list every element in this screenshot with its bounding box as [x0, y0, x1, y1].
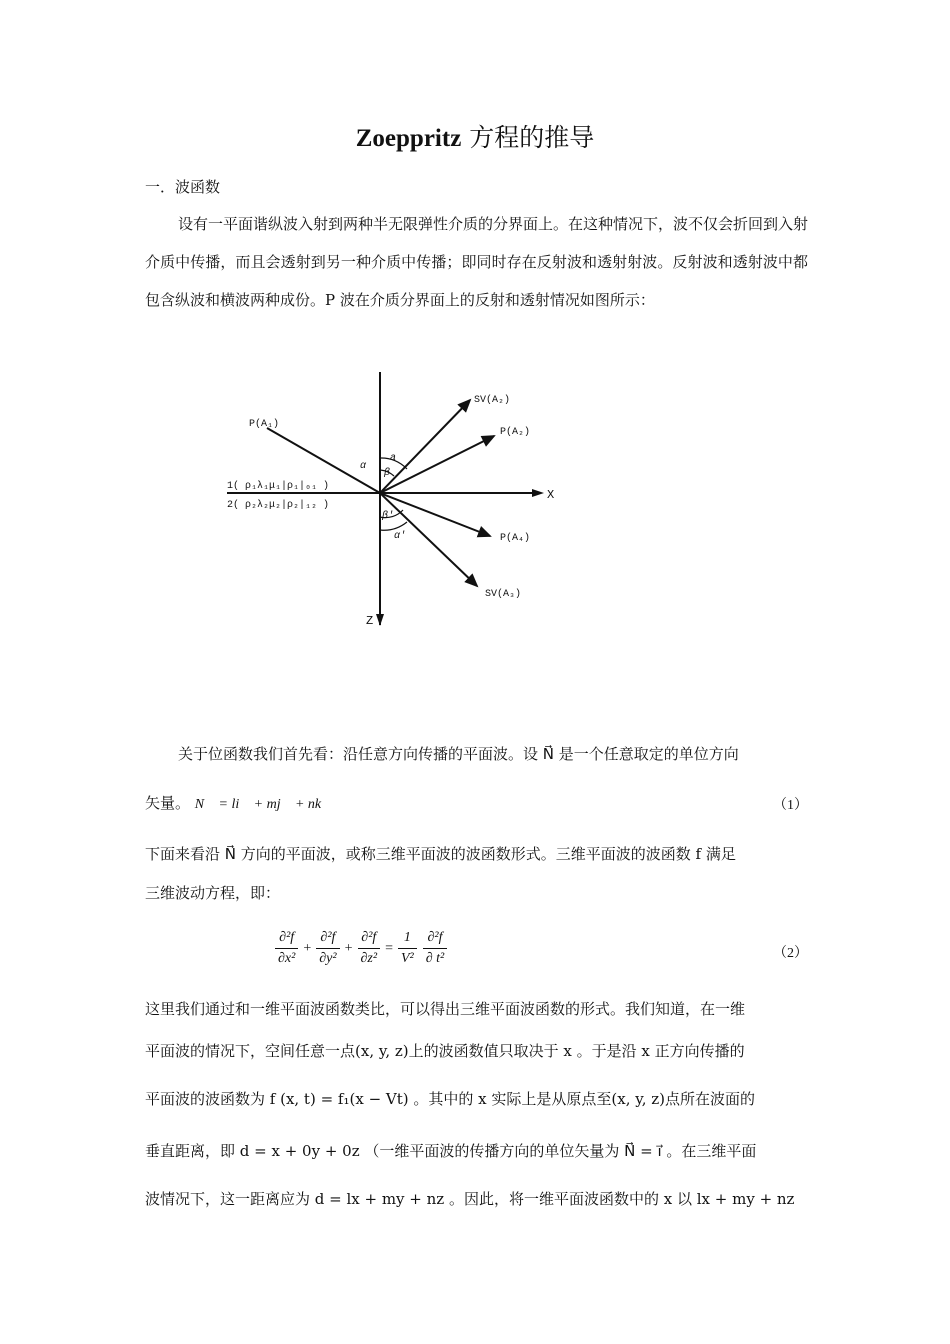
- reflection-figure: [222, 370, 567, 635]
- reflected-p-ray: [380, 436, 494, 493]
- label-layer1: 1( ρ₁λ₁μ₁|ρ₁|₀₁ ): [227, 481, 330, 492]
- label-beta: β: [384, 468, 391, 479]
- eq2-r1-den: V²: [400, 951, 414, 966]
- alpha-prime-arc: [380, 522, 407, 530]
- reflected-sv-ray: [380, 400, 470, 493]
- reflection-diagram: [222, 370, 567, 635]
- x-arrow-icon: [532, 489, 544, 497]
- label-sv-reflected: SV(A₂): [474, 395, 511, 406]
- label-alpha-prime: α': [394, 531, 407, 542]
- label-layer2: 2( ρ₂λ₂μ₂|ρ₂|₁₂ ): [227, 500, 330, 511]
- para2-line-4: 垂直距离，即 d = x + 0y + 0z （一维平面波的传播方向的单位矢量为 N⃗ = i⃗ 。在三维平面: [145, 1142, 757, 1160]
- page-title: [0, 118, 950, 154]
- eq2-t1-den: ∂x²: [278, 951, 296, 966]
- text-line-2: [145, 792, 332, 813]
- eq2-t3-den: ∂z²: [360, 951, 378, 966]
- eq2-t2-den: ∂y²: [319, 951, 337, 966]
- eq2-t3-num: ∂²f: [358, 930, 381, 949]
- title-cjk: 方程的推导: [461, 123, 595, 152]
- para2-line-5: 波情况下，这一距离应为 d = lx + my + nz 。因此，将一维平面波函数中的 x 以 lx + my + nz: [145, 1190, 795, 1208]
- eq2-r2-num: ∂²f: [423, 930, 448, 949]
- eq2-r2-den: ∂ t²: [425, 951, 445, 966]
- text-line-4: 三维波动方程，即：: [145, 884, 281, 902]
- intro-paragraph: 设有一平面谐纵波入射到两种半无限弹性介质的分界面上。在这种情况下，波不仅会折回到入射介质中传播，而且会透射到另一种介质中传播；即同时存在反射波和透射射波。反射波和透射波中都包含纵波和横波两种成份。P 波在介质分界面上的反射和透射情况如图所示：: [145, 215, 809, 309]
- line2-prefix: 矢量。: [145, 794, 191, 812]
- para2-line-2: 平面波的情况下，空间任意一点(x, y, z)上的波函数值只取决于 x 。于是沿 x 正方向传播的: [145, 1042, 745, 1060]
- equation-2-number: （2）: [773, 946, 808, 961]
- text-line-1: 关于位函数我们首先看：沿任意方向传播的平面波。设 N⃗ 是一个任意取定的单位方向: [178, 745, 739, 763]
- eq2-r1-num: 1: [398, 930, 417, 949]
- label-beta-prime: β': [382, 511, 395, 522]
- text-line-3: 下面来看沿 N⃗ 方向的平面波，或称三维平面波的波函数形式。三维平面波的波函数 f 满足: [145, 845, 736, 863]
- label-p-reflected: P(A₂): [500, 427, 531, 438]
- eq2-t2-num: ∂²f: [316, 930, 339, 949]
- label-alpha2: a: [390, 453, 397, 464]
- label-sv-transmitted: SV(A₃): [485, 589, 522, 600]
- para2-line-3: 平面波的波函数为 f (x, t) = f₁(x − Vt) 。其中的 x 实际上是从原点至(x, y, z)点所在波面的: [145, 1090, 756, 1108]
- z-arrow-icon: [376, 614, 384, 626]
- para2-line-1: 这里我们通过和一维平面波函数类比，可以得出三维平面波函数的形式。我们知道，在一维: [145, 1000, 746, 1018]
- label-x: X: [547, 488, 555, 502]
- label-z: Z: [366, 614, 374, 628]
- label-alpha: α: [360, 461, 367, 472]
- equation-1: N⃗ = li⃗ + mj⃗ + nk⃗: [194, 797, 333, 812]
- label-p-incident: P(A₁): [249, 419, 280, 430]
- eq2-t1-num: ∂²f: [275, 930, 298, 949]
- label-p-transmitted: P(A₄): [500, 533, 531, 544]
- equation-1-number: （1）: [773, 798, 808, 813]
- title-latin: Zoeppritz: [355, 125, 462, 152]
- equation-2: $\frac{\text{∂²f}}{\text{∂x²}}$ + $\frac{\text{∂²f}}{\text{∂y²}}$ + $\frac{\text{∂²f}}{\text{∂z²}}$ = $\frac{1}{\text{V²}}$ $\frac{\text{∂²f}}{\text{∂ t²}}$: [272, 930, 450, 967]
- section-heading: 一．波函数: [145, 178, 221, 196]
